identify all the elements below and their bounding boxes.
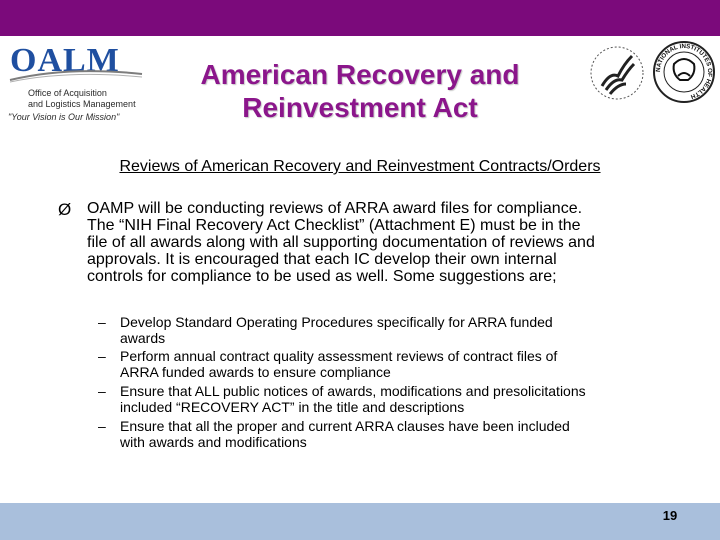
nih-seal-icon: [652, 40, 716, 104]
slide-title: [160, 58, 560, 124]
section-subtitle: Reviews of American Recovery and Reinvestment Contracts/Orders: [119, 158, 601, 175]
sub-item-sop: [120, 314, 553, 346]
oalm-swoosh-icon: [8, 68, 144, 84]
page-number: 19: [662, 508, 678, 523]
slide-title-line-2: Reinvestment Act: [242, 92, 478, 123]
oalm-logo-logistics-line: and Logistics Management: [28, 99, 136, 109]
oalm-logo-word: OALM: [10, 42, 120, 79]
sub-item-line: with awards and modifications: [120, 434, 307, 450]
sub-item-line: included “RECOVERY ACT” in the title and descriptions: [120, 399, 465, 415]
sub-item-line: awards: [120, 330, 166, 346]
bullet-arrow-icon: Ø: [58, 200, 72, 219]
oalm-logo: [8, 40, 146, 126]
main-bullet-line: file of all awards along with all supporting documentation of reviews and: [87, 234, 595, 251]
bottom-color-band: [0, 503, 720, 540]
sub-item-line: Develop Standard Operating Procedures specifically for ARRA funded: [120, 314, 553, 330]
main-bullet-line: OAMP will be conducting reviews of ARRA award files for compliance.: [87, 200, 583, 217]
hhs-eagle-icon: [588, 42, 646, 104]
sub-item-line: Perform annual contract quality assessment reviews of contract files of: [120, 348, 558, 364]
sub-item-dash: –: [98, 348, 106, 364]
sub-item-dash: –: [98, 418, 106, 434]
sub-item-dash: –: [98, 314, 106, 330]
top-color-band: [0, 0, 720, 36]
sub-item-quality-review: [120, 348, 557, 380]
main-bullet-text: [87, 200, 677, 285]
sub-item-line: ARRA funded awards to ensure compliance: [120, 364, 391, 380]
sub-item-line: Ensure that ALL public notices of awards, modifications and presolicitations: [120, 383, 586, 399]
sub-item-line: Ensure that all the proper and current ARRA clauses have been included: [120, 418, 570, 434]
oalm-logo-office-line: Office of Acquisition: [28, 88, 107, 98]
main-bullet-line: The “NIH Final Recovery Act Checklist” (Attachment E) must be in the: [87, 217, 581, 234]
main-bullet-line: controls for compliance to be used as well. Some suggestions are;: [87, 268, 557, 285]
sub-item-public-notices: [120, 383, 586, 415]
slide-title-line-1: American Recovery and: [200, 59, 520, 90]
main-bullet-line: approvals. It is encouraged that each IC develop their own internal: [87, 251, 557, 268]
oalm-logo-tagline: "Your Vision is Our Mission": [8, 112, 120, 122]
sub-item-arra-clauses: [120, 418, 570, 450]
nih-seal-text: NATIONAL INSTITUTES OF HEALTH: [654, 42, 714, 100]
sub-item-dash: –: [98, 383, 106, 399]
